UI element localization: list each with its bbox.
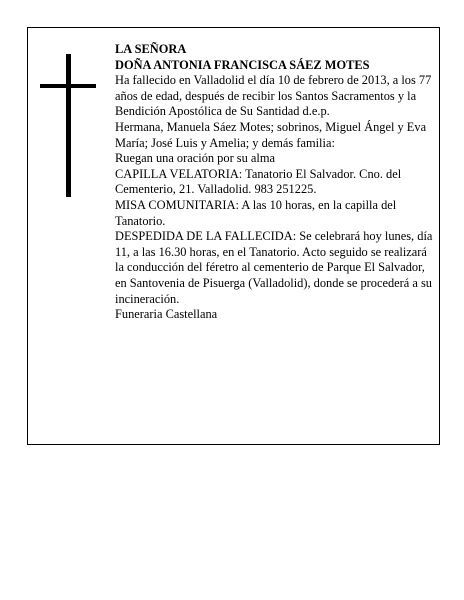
community-mass-info: MISA COMUNITARIA: A las 10 horas, en la capilla del Tanatorio.: [115, 197, 397, 228]
prayer-request: Ruegan una oración por su alma: [115, 151, 275, 166]
latin-cross-icon: [40, 54, 96, 197]
death-announcement: Ha fallecido en Valladolid el día 10 de febrero de 2013, a los 77 años de edad, después de recibir los Santos Sacramentos y la Bendición Apostólica de Su Santidad d.e.p.: [115, 73, 432, 119]
cross-horizontal-bar: [40, 84, 96, 88]
obituary-notice: [27, 27, 440, 445]
family-list: Hermana, Manuela Sáez Motes; sobrinos, Miguel Ángel y Eva María; José Luis y Amelia; y demás familia:: [115, 119, 427, 150]
notice-title: LA SEÑORA: [115, 42, 187, 56]
obituary-text: [115, 42, 433, 323]
farewell-info: DESPEDIDA DE LA FALLECIDA: Se celebrará hoy lunes, día 11, a las 16.30 horas, en el Tanatorio. Acto seguido se realizará la conducción del féretro al cementerio de Parque El Salvador, en Santovenia de Pisuerga (Valladolid), donde se procederá a su incineración.: [115, 229, 433, 306]
funeral-home: Funeraria Castellana: [115, 307, 218, 322]
cross-vertical-bar: [66, 54, 71, 197]
wake-chapel-info: CAPILLA VELATORIA: Tanatorio El Salvador. Cno. del Cementerio, 21. Valladolid. 983 251225.: [115, 166, 402, 197]
deceased-name: DOÑA ANTONIA FRANCISCA SÁEZ MOTES: [115, 57, 370, 72]
